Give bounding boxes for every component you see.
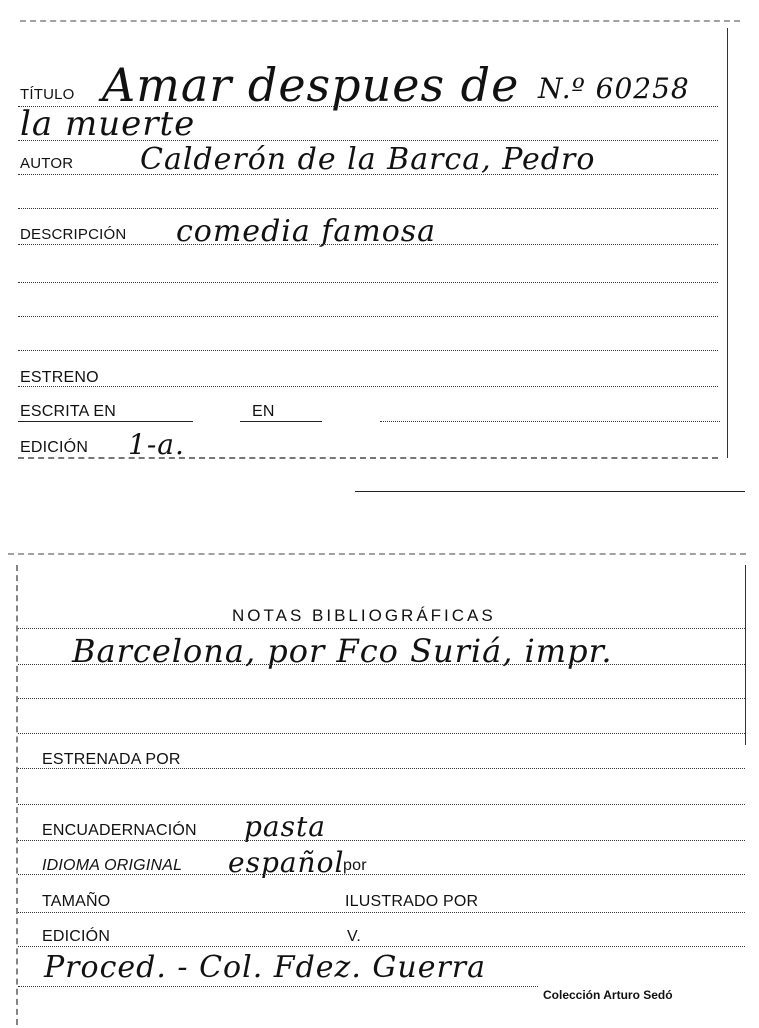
escrita-en-label: ESCRITA EN [20, 403, 116, 420]
card-left-border [16, 565, 18, 1025]
rule [380, 421, 720, 422]
edicion2-label: EDICIÓN [42, 928, 111, 945]
rule [18, 946, 745, 947]
encuadernacion-label: ENCUADERNACIÓN [42, 822, 197, 839]
titulo-value: Amar despues de [102, 58, 520, 112]
card-top-edge [8, 553, 746, 555]
proced-value: Proced. - Col. Fdez. Guerra [44, 950, 487, 985]
collection-footer: Colección Arturo Sedó [543, 988, 673, 1002]
rule [18, 244, 718, 245]
rule [18, 664, 745, 665]
ilustrado-label: ILUSTRADO POR [345, 893, 479, 910]
v-label: V. [347, 928, 362, 945]
por-label: por [343, 857, 367, 874]
card-top-edge [20, 20, 740, 22]
encuadernacion-value: pasta [244, 810, 326, 843]
rule [18, 986, 538, 987]
rule [18, 350, 718, 351]
rule [18, 768, 745, 769]
rule [240, 421, 322, 422]
en-label: EN [252, 403, 275, 420]
autor-label: AUTOR [20, 155, 74, 172]
rule [18, 804, 745, 805]
card-right-border [727, 28, 728, 458]
rule [18, 698, 745, 699]
autor-value: Calderón de la Barca, Pedro [140, 142, 596, 177]
titulo-value-line2: la muerte [20, 104, 196, 144]
idioma-value: español [228, 846, 345, 879]
idioma-label: IDIOMA ORIGINAL [42, 857, 183, 874]
rule [18, 912, 745, 913]
rule [18, 208, 718, 209]
rule [18, 457, 718, 459]
rule [18, 174, 718, 175]
rule [18, 386, 718, 387]
rule [18, 628, 745, 629]
rule [18, 733, 745, 734]
rule [18, 421, 193, 422]
card-bottom-edge [355, 491, 745, 492]
rule [18, 840, 745, 841]
titulo-label: TÍTULO [20, 86, 75, 103]
tamano-label: TAMAÑO [42, 893, 111, 910]
estreno-label: ESTRENO [20, 369, 99, 386]
descripcion-value: comedia famosa [176, 214, 437, 249]
descripcion-label: DESCRIPCIÓN [20, 226, 127, 243]
edicion-label: EDICIÓN [20, 439, 89, 456]
estrenada-label: ESTRENADA POR [42, 751, 181, 768]
notas-heading: NOTAS BIBLIOGRÁFICAS [232, 606, 496, 625]
rule [18, 140, 718, 141]
ref-number: N.º 60258 [538, 72, 690, 105]
rule [18, 874, 745, 875]
rule [18, 316, 718, 317]
rule [18, 282, 718, 283]
edicion-value: 1-a. [128, 428, 185, 461]
card-right-border [745, 565, 746, 745]
notas-value: Barcelona, por Fco Suriá, impr. [72, 632, 613, 670]
